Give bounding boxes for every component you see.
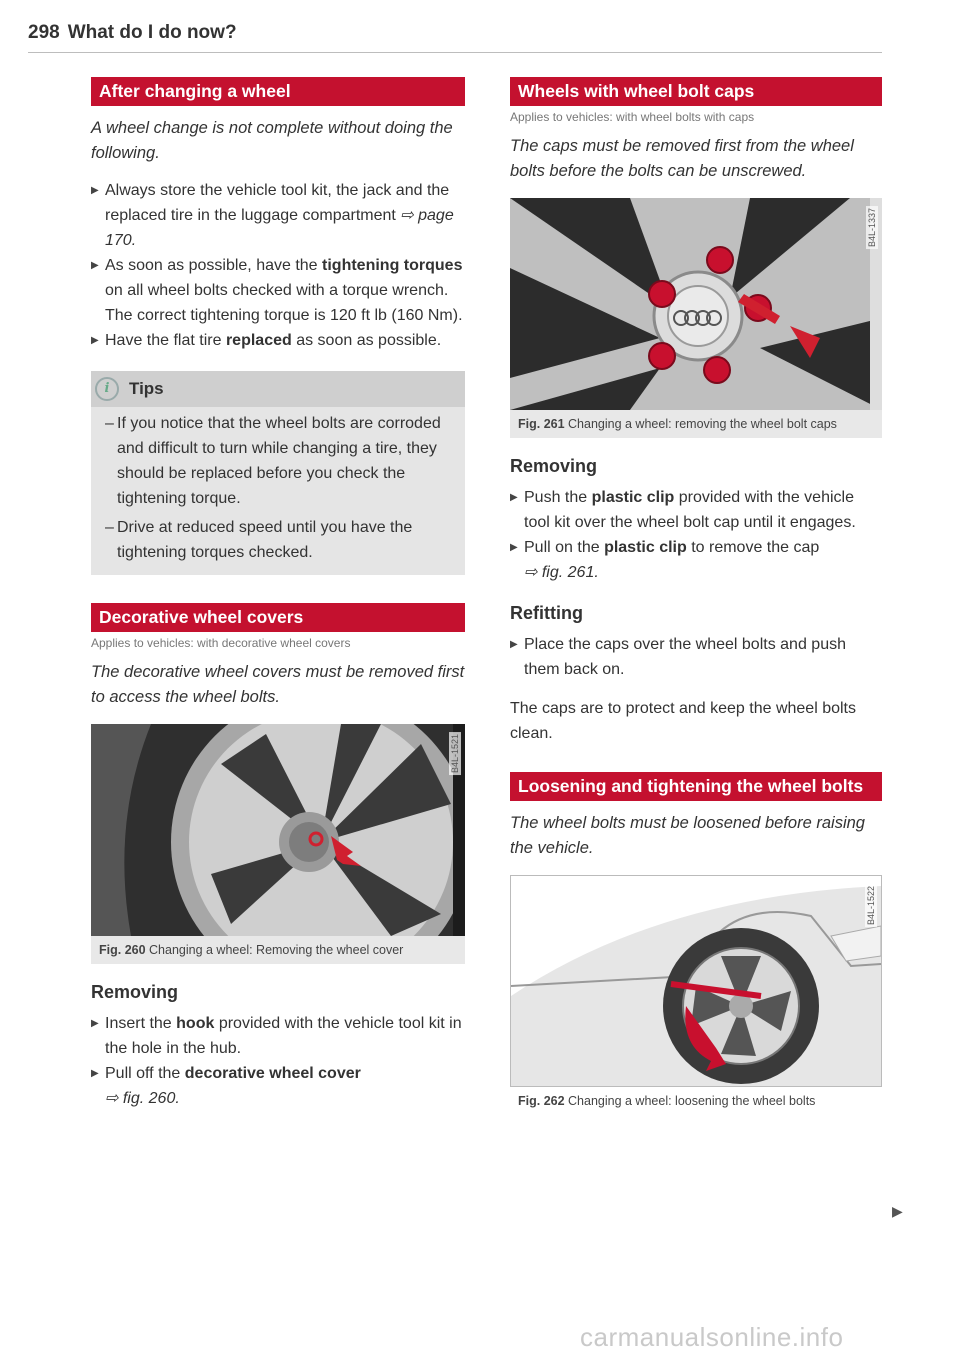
step-item: ▶ Pull on the plastic clip to remove the cap ⇨ fig. 261. [510,535,882,585]
bullet-triangle-icon: ▶ [91,1018,99,1029]
section-intro: The decorative wheel covers must be removed first to access the wheel bolts. [91,663,465,706]
page-header [28,22,882,44]
subheading-removing: Removing [91,982,179,1002]
loosening-illustration [511,876,881,1086]
step-item: ▶ Have the flat tire replaced as soon as possible. [91,328,465,353]
tip-item: – Drive at reduced speed until you have the tightening torques checked. [105,519,413,561]
figure-link[interactable]: ⇨ fig. 261. [524,564,599,581]
bullet-triangle-icon: ▶ [510,492,518,503]
section-heading-bolt-caps: Wheels with wheel bolt caps [510,77,882,106]
figure-caption: Fig. 260 Changing a wheel: Removing the wheel cover [91,936,465,964]
section-intro: A wheel change is not complete without doing the following. [91,119,453,162]
step-list [510,632,882,682]
figure-code: B4L-1337 [867,208,877,248]
bolt-caps-photo [510,198,882,410]
tips-box [91,371,465,575]
step-item: ▶ Pull off the decorative wheel cover ⇨ fig. 260. [91,1061,465,1111]
bullet-triangle-icon: ▶ [510,639,518,650]
figure-code: B4L-1522 [866,886,876,926]
figure-260 [91,724,465,964]
left-column [91,77,465,1111]
tip-item: – If you notice that the wheel bolts are corroded and difficult to turn while changing a tire, they should be replaced before you check the tightening torque. [105,415,441,507]
bullet-triangle-icon: ▶ [91,335,99,346]
subheading-refitting: Refitting [510,603,583,623]
right-column [510,77,882,1115]
header-rule [28,52,882,53]
figure-code: B4L-1521 [450,734,460,774]
body-paragraph: The caps are to protect and keep the wheel bolts clean. [510,700,856,742]
figure-caption: Fig. 262 Changing a wheel: loosening the wheel bolts [510,1087,882,1115]
page-link[interactable]: ⇨ page 170. [105,207,454,249]
bullet-triangle-icon: ▶ [91,185,99,196]
step-item: ▶ Push the plastic clip provided with the vehicle tool kit over the wheel bolt cap until it engages. [510,485,882,535]
bullet-triangle-icon: ▶ [91,1068,99,1079]
wheel-cover-illustration [91,724,465,936]
step-item: ▶ Place the caps over the wheel bolts and push them back on. [510,632,882,682]
step-list [91,178,465,353]
step-list [510,485,882,585]
tips-heading: i Tips [91,371,465,407]
step-list [91,1011,465,1111]
figure-caption: Fig. 261 Changing a wheel: removing the wheel bolt caps [510,410,882,438]
step-item: ▶ As soon as possible, have the tightening torques on all wheel bolts checked with a torque wrench. The correct tightening torque is 120 ft lb (160 Nm). [91,253,465,328]
loosening-photo [510,875,882,1087]
applies-to: Applies to vehicles: with decorative wheel covers [91,636,351,650]
bolt-caps-illustration [510,198,882,410]
figure-261 [510,198,882,438]
bullet-triangle-icon: ▶ [91,260,99,271]
section-intro: The wheel bolts must be loosened before raising the vehicle. [510,814,865,857]
figure-262 [510,875,882,1115]
figure-link[interactable]: ⇨ fig. 260. [105,1090,180,1107]
section-intro: The caps must be removed first from the wheel bolts before the bolts can be unscrewed. [510,137,854,180]
applies-to: Applies to vehicles: with wheel bolts with caps [510,110,755,124]
wheel-cover-photo [91,724,465,936]
step-item: ▶ Always store the vehicle tool kit, the jack and the replaced tire in the luggage compartment ⇨ page 170. [91,178,465,253]
step-item: ▶ Insert the hook provided with the vehicle tool kit in the hole in the hub. [91,1011,465,1061]
section-heading-after-changing: After changing a wheel [91,77,465,106]
page-number: 298 [28,22,60,43]
section-heading-loosening: Loosening and tightening the wheel bolts [510,772,882,801]
continue-arrow-icon: ▶ [892,1203,903,1219]
subheading-removing: Removing [510,456,598,476]
watermark: carmanualsonline.info [580,1322,844,1352]
page-title: What do I do now? [67,22,237,43]
bullet-triangle-icon: ▶ [510,542,518,553]
section-heading-decorative-covers: Decorative wheel covers [91,603,465,632]
info-icon: i [95,377,119,401]
